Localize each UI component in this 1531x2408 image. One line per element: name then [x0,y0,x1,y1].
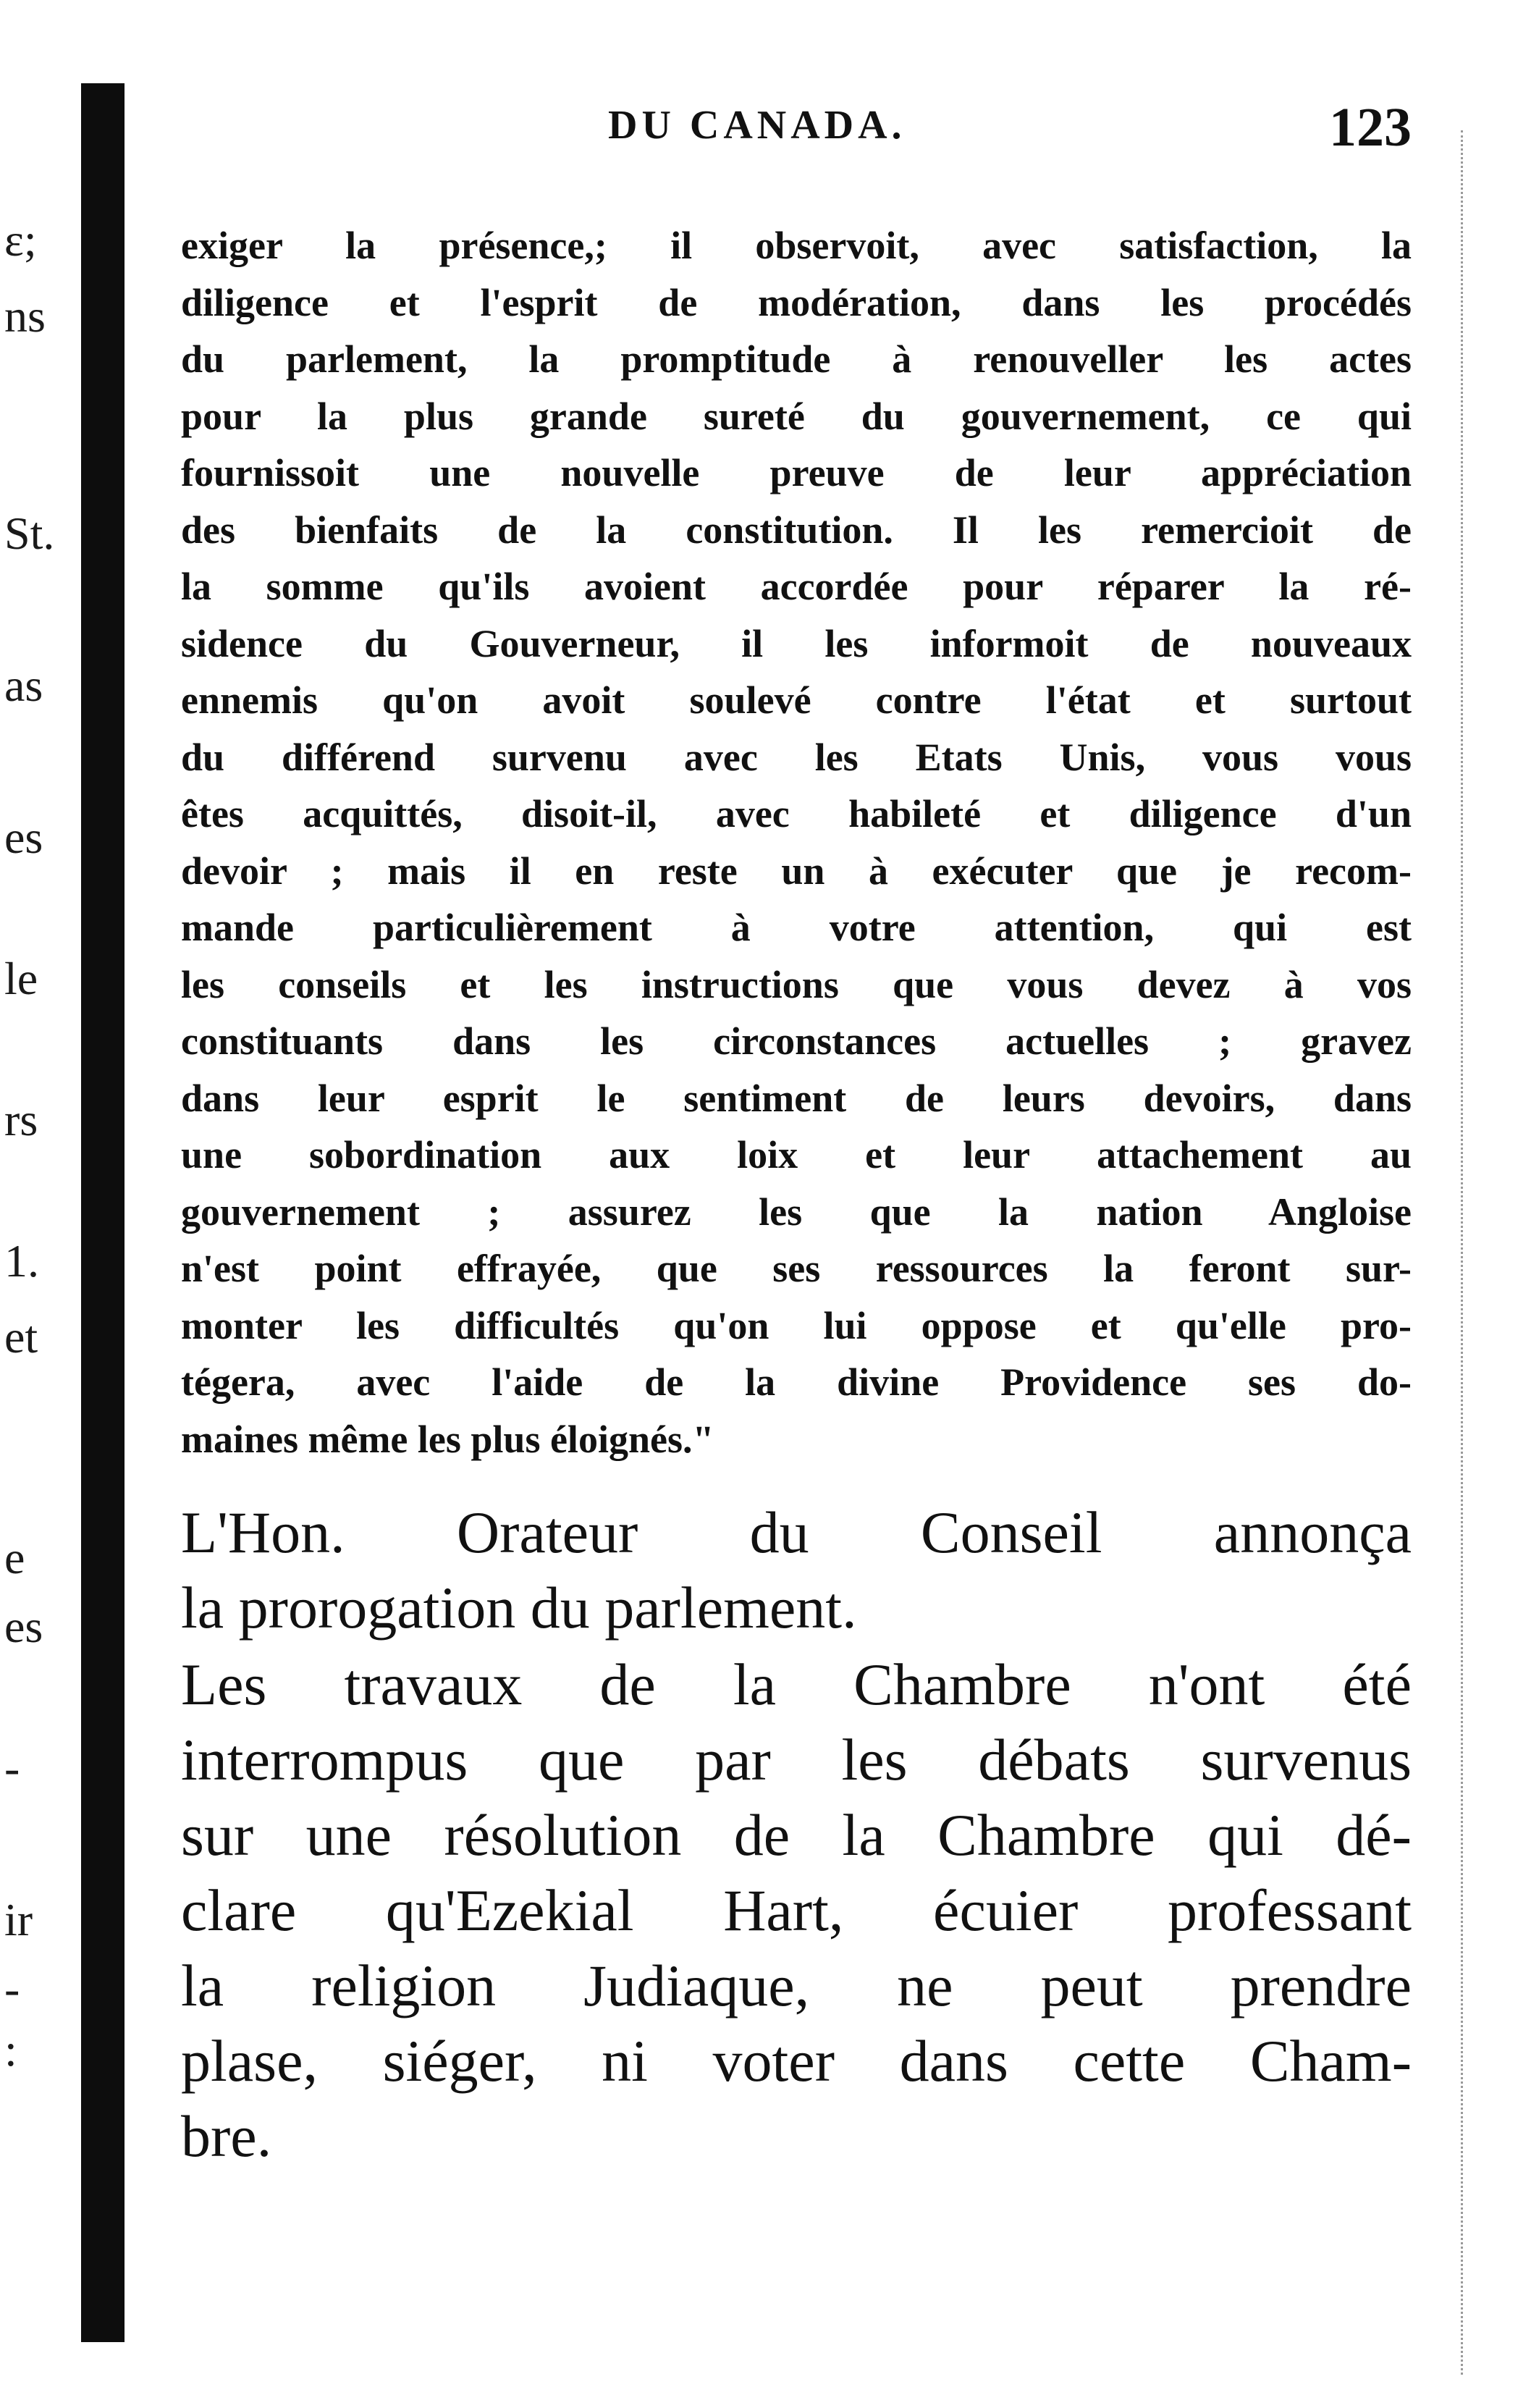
text-line: devoir ; mais il en reste un à exécuter que je recom- [181,849,1412,893]
text-line: êtes acquittés, disoit-il, avec habileté et diligence d'un [181,792,1412,835]
text-line: la religion Judiaque, ne peut prendre [181,1953,1412,2018]
margin-fragment: es [4,1601,43,1652]
text-line: tégera, avec l'aide de la divine Providence ses do- [181,1360,1412,1404]
margin-fragment: - [4,1742,20,1793]
text-line: clare qu'Ezekial Hart, écuier professant [181,1877,1412,1943]
margin-fragment: St. [4,508,55,559]
text-line: une sobordination aux loix et leur attachement au [181,1133,1412,1176]
text-line: plase, siéger, ni voter dans cette Cham- [181,2028,1412,2094]
text-line: n'est point effrayée, que ses ressources la feront sur- [181,1247,1412,1290]
margin-fragment: ir [4,1894,33,1945]
margin-fragment: ɛ; [4,214,37,266]
text-line: du différend survenu avec les Etats Unis, vous vous [181,735,1412,779]
text-line: gouvernement ; assurez les que la nation Angloise [181,1190,1412,1234]
text-line: la somme qu'ils avoient accordée pour réparer la ré- [181,565,1412,608]
text-line: les conseils et les instructions que vous devez à vos [181,962,1412,1006]
text-line: dans leur esprit le sentiment de leurs devoirs, dans [181,1076,1412,1120]
margin-fragment: le [4,953,38,1004]
margin-fragment: - [4,1963,20,2014]
text-line: pour la plus grande sureté du gouvernement, ce qui [181,394,1412,438]
text-line: Les travaux de la Chambre n'ont été [181,1651,1412,1717]
text-line: fournissoit une nouvelle preuve de leur appréciation [181,451,1412,494]
text-line: maines même les plus éloignés." [181,1417,714,1461]
text-line: du parlement, la promptitude à renouveller les actes [181,337,1412,381]
text-line: bre. [181,2103,272,2169]
text-line: monter les difficultés qu'on lui oppose et qu'elle pro- [181,1303,1412,1347]
text-line: L'Hon. Orateur du Conseil annonça [181,1499,1412,1565]
facing-page-fragments [0,0,72,2408]
margin-fragment: 1. [4,1235,39,1287]
paragraph-chamber-debates [181,1647,1412,2174]
text-line: diligence et l'esprit de modération, dans les procédés [181,280,1412,324]
margin-fragment: et [4,1311,38,1363]
gutter-shadow [81,83,125,2342]
quoted-speech [181,217,1412,1468]
margin-fragment: ns [4,290,46,342]
margin-fragment: es [4,812,43,863]
text-line: constituants dans les circonstances actuelles ; gravez [181,1019,1412,1063]
paragraph-prorogation [181,1495,1412,1646]
text-line: des bienfaits de la constitution. Il les remercioit de [181,508,1412,552]
text-line: exiger la présence,; il observoit, avec satisfaction, la [181,224,1412,267]
margin-fragment: as [4,660,43,711]
text-line: ennemis qu'on avoit soulevé contre l'état et surtout [181,678,1412,722]
text-line: sur une résolution de la Chambre qui dé- [181,1802,1412,1868]
text-line: sidence du Gouverneur, il les informoit de nouveaux [181,621,1412,665]
page-header [181,98,1412,163]
margin-fragment: rs [4,1094,38,1145]
margin-fragment: : [4,2024,17,2076]
page-edge [1461,130,1463,2375]
text-line: interrompus que par les débats survenus [181,1727,1412,1793]
page-number: 123 [1329,97,1412,158]
margin-fragment: e [4,1532,25,1583]
running-head: DU CANADA. [608,103,906,148]
text-line: la prorogation du parlement. [181,1575,857,1641]
text-line: mande particulièrement à votre attention, qui est [181,906,1412,949]
